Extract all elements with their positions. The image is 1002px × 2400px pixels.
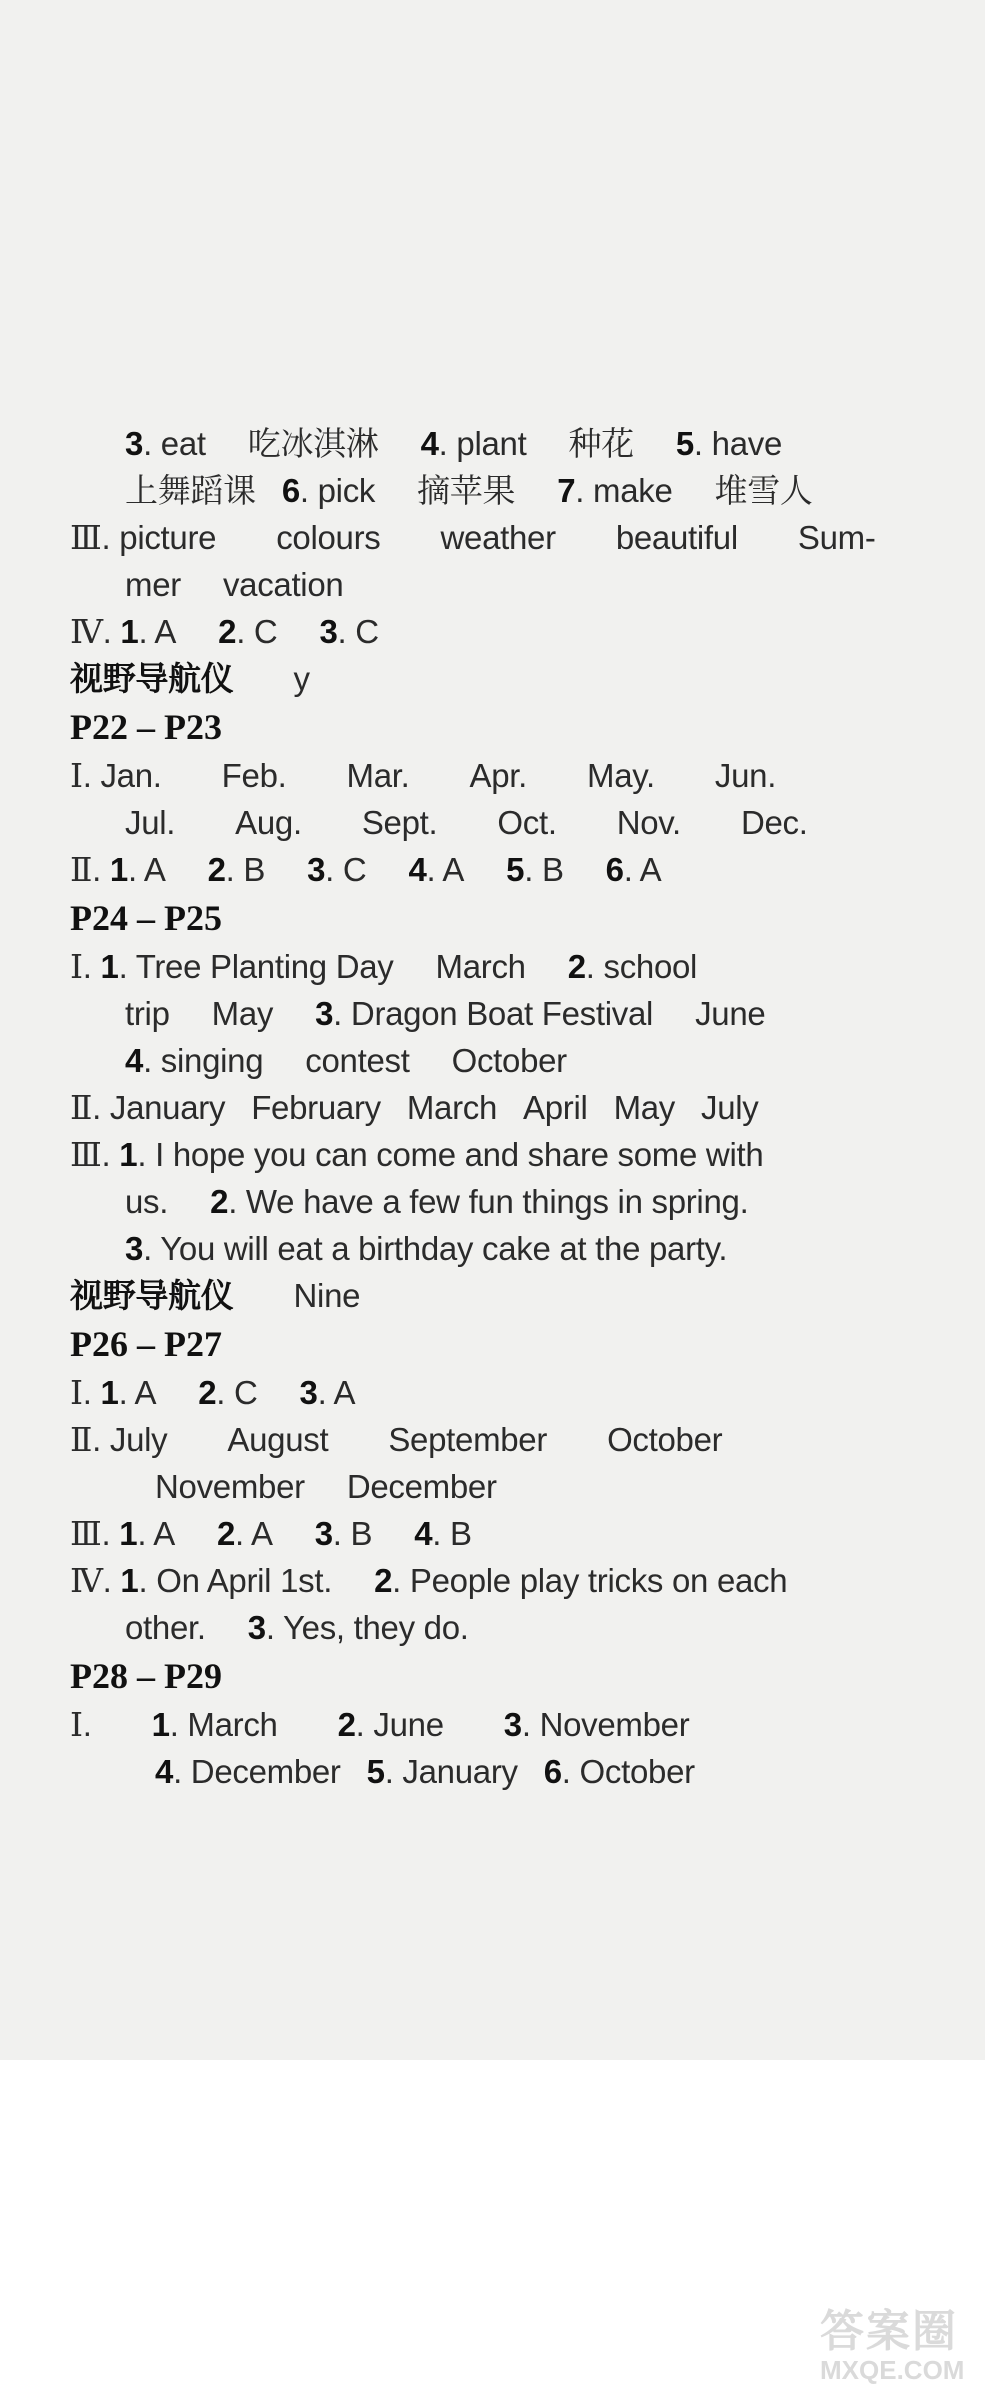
item-number: 2 [374,1562,393,1599]
page-range-heading: P26 – P27 [70,1324,222,1364]
separator: . [82,948,101,985]
answer-text: August [227,1421,329,1458]
answer-text: . B [432,1515,472,1552]
item-number: 2 [567,948,586,985]
answer-text: Aug. [235,804,302,841]
answer-text: . B [332,1515,373,1552]
answer-text: July [701,1089,759,1126]
section-numeral: Ⅲ [70,1517,102,1553]
item-number: 7 [557,472,576,509]
answer-line [70,752,950,799]
answer-text: . July [92,1421,168,1458]
item-number: 2 [218,613,237,650]
section-numeral: Ⅱ [70,853,93,889]
answer-text: . plant [438,425,527,462]
answer-line [70,1701,950,1748]
item-number: 1 [100,1374,119,1411]
answer-text: December [346,1468,497,1505]
answer-text: Nov. [616,804,681,841]
answer-line [70,1225,950,1272]
answer-text: . October [561,1753,695,1790]
section-numeral: Ⅰ [70,1708,83,1744]
answer-text: . A [127,851,166,888]
item-number: 6 [543,1753,562,1790]
answer-text: 吃冰淇淋 [247,424,379,463]
watermark-logo-text: 答案圈 [820,2306,958,2357]
answer-text: beautiful [615,519,738,556]
item-number: 4 [414,1515,433,1552]
answer-text: September [388,1421,548,1458]
item-number: 5 [506,851,525,888]
answer-text: . B [225,851,266,888]
item-number: 4 [420,425,439,462]
answer-text: . We have a few fun things in spring. [228,1183,749,1220]
answer-text: . pick [299,472,376,509]
answer-text: October [607,1421,723,1458]
item-number: 1 [119,1136,138,1173]
item-number: 3 [314,1515,333,1552]
answer-text: . Dragon Boat Festival [333,995,654,1032]
answer-text: . B [524,851,564,888]
item-number: 4 [125,1042,144,1079]
answer-text: Nine [293,1277,361,1314]
answer-line [70,1131,950,1178]
item-number: 5 [675,425,694,462]
answer-text: mer [125,566,181,603]
answer-text: Oct. [497,804,557,841]
section-label: 视野导航仪 [70,659,234,698]
answer-text: . Yes, they do. [265,1609,469,1646]
item-number: 3 [299,1374,318,1411]
item-number: 2 [337,1706,356,1743]
answer-text: . March [169,1706,278,1743]
item-number: 3 [319,613,338,650]
answer-text: . December [173,1753,341,1790]
item-number: 3 [125,1230,144,1267]
item-number: 1 [120,613,139,650]
answer-text: Jun. [714,757,777,794]
answer-text: May [211,995,274,1032]
answer-text: February [251,1089,381,1126]
section-label: 视野导航仪 [70,1276,234,1315]
answer-text: . A [118,1374,157,1411]
section-numeral: Ⅱ [70,1091,93,1127]
section-numeral: Ⅱ [70,1423,93,1459]
answer-text: . C [325,851,367,888]
answer-text: . A [138,613,177,650]
item-number: 2 [216,1515,236,1552]
answer-key [70,420,950,1795]
item-number: 3 [315,995,334,1032]
site-watermark [820,2308,990,2388]
separator: . [101,1515,120,1552]
answer-text: . eat [143,425,206,462]
item-number: 3 [503,1706,522,1743]
answer-text: . C [337,613,379,650]
answer-text: . C [236,613,278,650]
section-numeral: Ⅳ [70,1564,103,1600]
answer-text: Sept. [361,804,438,841]
section-numeral: Ⅰ [70,1376,83,1412]
item-number: 1 [100,948,119,985]
answer-text: vacation [222,566,344,603]
answer-line [70,420,950,467]
answer-text: Dec. [740,804,808,841]
answer-text: April [523,1089,588,1126]
item-number: 1 [151,1706,170,1743]
page-range-heading: P24 – P25 [70,898,222,938]
answer-text: . Jan. [82,757,162,794]
answer-text: . November [521,1706,690,1743]
answer-text: 堆雪人 [714,471,813,510]
answer-line [70,1748,950,1795]
section-numeral: Ⅲ [70,521,102,557]
answer-text: . school [585,948,698,985]
answer-text: 上舞蹈课 [125,471,256,510]
answer-text: Mar. [346,757,410,794]
answer-text: May. [587,757,655,794]
item-number: 6 [605,851,624,888]
answer-text: October [451,1042,567,1079]
answer-line [70,1604,950,1651]
separator: . [102,613,121,650]
answer-text: contest [305,1042,410,1079]
answer-text: . picture [101,519,217,556]
separator: . [102,1562,121,1599]
item-number: 3 [247,1609,266,1646]
answer-text: . make [575,472,673,509]
answer-line [70,655,950,702]
answer-line [70,799,950,846]
page-range-heading: P28 – P29 [70,1656,222,1696]
item-number: 6 [281,472,300,509]
item-number: 4 [408,851,427,888]
item-number: 5 [366,1753,385,1790]
answer-line [70,561,950,608]
section-numeral: Ⅳ [70,615,103,651]
page-range-heading: P22 – P23 [70,707,222,747]
answer-text: . C [216,1374,258,1411]
answer-text: other. [125,1609,206,1646]
answer-text: June [695,995,766,1032]
item-number: 1 [120,1562,139,1599]
answer-text: . A [317,1374,356,1411]
answer-text: us. [125,1183,169,1220]
section-numeral: Ⅲ [70,1138,102,1174]
answer-text: Sum- [797,519,876,556]
section-numeral: Ⅰ [70,759,83,795]
answer-text: trip [125,995,170,1032]
item-number: 2 [207,851,226,888]
answer-text: 种花 [568,424,634,463]
answer-text: colours [276,519,381,556]
answer-line [70,990,950,1037]
answer-text: y [293,660,310,697]
answer-line [70,1369,950,1416]
answer-line [70,943,950,990]
answer-text: . On April 1st. [138,1562,333,1599]
section-numeral: Ⅰ [70,950,83,986]
answer-text: . A [235,1515,273,1552]
answer-text: . A [137,1515,175,1552]
answer-text: March [435,948,526,985]
answer-text: . singing [143,1042,264,1079]
separator: . [82,1706,92,1743]
answer-text: . January [384,1753,518,1790]
item-number: 1 [109,851,128,888]
item-number: 3 [125,425,144,462]
answer-text: . I hope you can come and share some with [137,1136,764,1173]
answer-line [70,514,950,561]
answer-line [70,1557,950,1604]
answer-line [70,467,950,514]
separator: . [82,1374,101,1411]
answer-text: Jul. [125,804,176,841]
answer-line [70,1084,950,1131]
item-number: 2 [198,1374,217,1411]
item-number: 2 [210,1183,229,1220]
answer-text: May [613,1089,676,1126]
answer-text: . People play tricks on each [392,1562,788,1599]
item-number: 4 [155,1753,174,1790]
item-number: 1 [119,1515,138,1552]
separator: . [92,851,110,888]
answer-text: Feb. [221,757,287,794]
answer-line [70,608,950,655]
answer-line [70,1463,950,1510]
answer-text: . A [426,851,465,888]
answer-line [70,1178,950,1225]
answer-text: . You will eat a birthday cake at the party. [143,1230,728,1267]
answer-text: March [406,1089,498,1126]
answer-text: . A [623,851,662,888]
answer-line [70,846,950,893]
answer-text: November [155,1468,305,1505]
answer-text: 摘苹果 [417,471,516,510]
separator: . [101,1136,120,1173]
answer-text: . Tree Planting Day [118,948,394,985]
answer-text: . January [92,1089,226,1126]
answer-text: Apr. [469,757,528,794]
answer-line [70,1510,950,1557]
answer-line [70,1416,950,1463]
answer-line [70,1037,950,1084]
item-number: 3 [307,851,326,888]
answer-line [70,1272,950,1319]
answer-text: . have [693,425,783,462]
answer-text: weather [440,519,556,556]
answer-text: . June [355,1706,444,1743]
watermark-url: MXQE.COM [820,2355,965,2385]
